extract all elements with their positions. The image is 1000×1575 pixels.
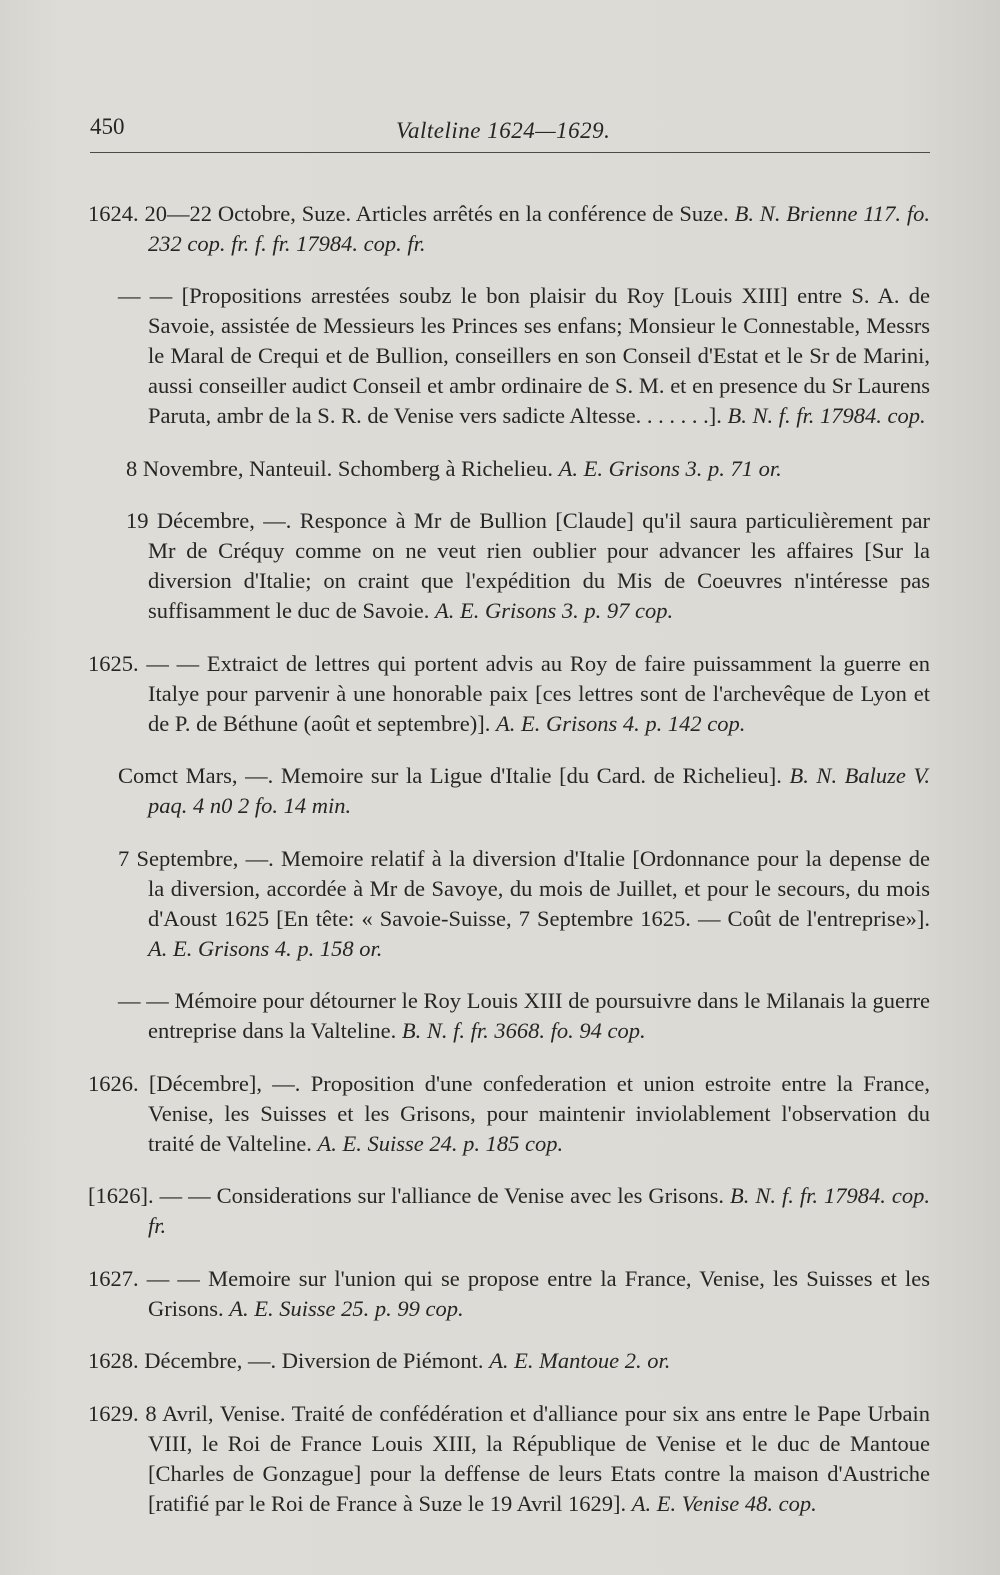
list-item bbox=[88, 506, 930, 626]
entry-date: 19 Décembre, —. bbox=[126, 508, 292, 533]
entry-reference: B. N. f. fr. 17984. cop. fr. bbox=[148, 1183, 930, 1238]
entry-reference: B. N. f. fr. 17984. cop. bbox=[727, 403, 926, 428]
list-item bbox=[88, 281, 930, 431]
list-item bbox=[88, 761, 930, 821]
entry-text: Traité de confédération et d'alliance pour six ans entre le Pape Urbain VIII, le Roi de France Louis XIII, la République de Venise et le duc de Mantoue [Charles de Gonzague] pour la deffense de leurs Etats contre la maison d'Austriche [ratifié par le Roi de France à Suze le 19 Avril 1629]. bbox=[148, 1400, 931, 1516]
entry-text: Mémoire pour détourner le Roy Louis XIII de poursuivre dans le Milanais la guerre entreprise dans la Valteline. bbox=[148, 988, 930, 1043]
entry-reference: A. E. Grisons 4. p. 142 cop. bbox=[496, 710, 746, 736]
entry-reference: A. E. Mantoue 2. or. bbox=[489, 1348, 671, 1373]
entry-text: Proposition d'une confederation et union estroite entre la France, Venise, les Suisses et les Grisons, pour maintenir inviolablement l'observation du traité de Valteline. bbox=[148, 1070, 930, 1156]
entry-text: Memoire sur l'union qui se propose entre la France, Venise, les Suisses et les Grisons. bbox=[148, 1265, 930, 1321]
entry-date: 1625. — — bbox=[88, 650, 200, 676]
entry-text: Extraict de lettres qui portent advis au Roy de faire puissamment la guerre en Italye pour parvenir à une honorable paix [ces lettres sont de l'archevêque de Lyon et de P. de Béthune (août et septembre)]. bbox=[148, 650, 931, 736]
entry-date: — — bbox=[118, 283, 182, 308]
entry-reference: B. N. f. fr. 3668. fo. 94 cop. bbox=[401, 1018, 646, 1043]
list-item bbox=[88, 199, 930, 259]
entry-list bbox=[88, 176, 930, 1521]
entry-text: Considerations sur l'alliance de Venise avec les Grisons. bbox=[216, 1183, 724, 1208]
entry-text: Memoire sur la Ligue d'Italie [du Card. de Richelieu]. bbox=[280, 763, 782, 788]
page-header bbox=[90, 110, 930, 150]
entry-text: Schomberg à Richelieu. bbox=[337, 455, 553, 481]
entry-date: 1626. [Décembre], —. bbox=[88, 1070, 301, 1096]
list-item bbox=[88, 649, 930, 739]
running-title: Valteline 1624—1629. bbox=[396, 118, 611, 143]
entry-date: 8 Novembre, Nanteuil. bbox=[126, 455, 333, 481]
entry-reference: A. E. Suisse 25. p. 99 cop. bbox=[229, 1295, 464, 1321]
entry-reference: A. E. Suisse 24. p. 185 cop. bbox=[317, 1130, 564, 1156]
entry-text: [Propositions arrestées soubz le bon plaisir du Roy [Louis XIII] entre S. A. de Savoie, assistée de Messieurs les Princes ses enfans; Monsieur le Connestable, Messrs le Maral de Crequi et de Bullion, conseillers en son Conseil d'Estat et le Sr de Marini, aussi conseiller audict Conseil et ambr ordinaire de S. M. et en presence du Sr Laurens Paruta, ambr de la S. R. de Venise vers sadicte Altesse. . . . . . .]. bbox=[148, 283, 931, 428]
list-item bbox=[88, 1181, 930, 1241]
entry-date: — — bbox=[118, 988, 169, 1013]
header-rule bbox=[90, 152, 930, 153]
page-number: 450 bbox=[90, 114, 125, 139]
entry-text: Memoire relatif à la diversion d'Italie [Ordonnance pour la depense de la diversion, accordée à Mr de Savoye, du mois de Juillet, et pour le secours, du mois d'Aoust 1625 [En tête: « Savoie-Suisse, 7 Septembre 1625. — Coût de l'entreprise»]. bbox=[148, 845, 931, 931]
entry-reference: B. N. Baluze V. paq. 4 n0 2 fo. 14 min. bbox=[148, 763, 930, 818]
list-item bbox=[88, 1399, 930, 1519]
entry-date: Comct Mars, —. bbox=[118, 763, 274, 788]
entry-date: 1627. — — bbox=[88, 1265, 200, 1291]
list-item bbox=[88, 454, 930, 484]
list-item bbox=[88, 986, 930, 1046]
entry-reference: A. E. Grisons 3. p. 97 cop. bbox=[435, 598, 674, 623]
entry-text: Responce à Mr de Bullion [Claude] qu'il saura particulièrement par Mr de Créquy comme on ne veut rien oublier pour advancer les affaires [Sur la diversion d'Italie; on craint que l'expédition du Mis de Coeuvres n'intéresse pas suffisamment le duc de Savoie. bbox=[148, 508, 930, 623]
entry-date: 1628. Décembre, —. bbox=[88, 1348, 277, 1373]
entry-reference: B. N. Brienne 117. fo. 232 cop. fr. f. fr. 17984. cop. fr. bbox=[148, 200, 931, 256]
entry-reference: A. E. Grisons 3. p. 71 or. bbox=[558, 455, 782, 481]
entry-date: 1629. 8 Avril, Venise. bbox=[88, 1400, 286, 1426]
list-item bbox=[88, 844, 930, 964]
entry-reference: A. E. Grisons 4. p. 158 or. bbox=[148, 935, 383, 961]
entry-date: 1624. 20—22 Octobre, Suze. bbox=[88, 200, 352, 226]
entry-text: Articles arrêtés en la conférence de Suze. bbox=[355, 200, 729, 226]
entry-reference: A. E. Venise 48. cop. bbox=[631, 1490, 817, 1516]
list-item bbox=[88, 1346, 930, 1376]
list-item bbox=[88, 1069, 930, 1159]
entry-text: Diversion de Piémont. bbox=[281, 1348, 484, 1373]
list-item bbox=[88, 1264, 930, 1324]
entry-date: [1626]. — — bbox=[88, 1183, 211, 1208]
entry-date: 7 Septembre, —. bbox=[118, 845, 274, 871]
